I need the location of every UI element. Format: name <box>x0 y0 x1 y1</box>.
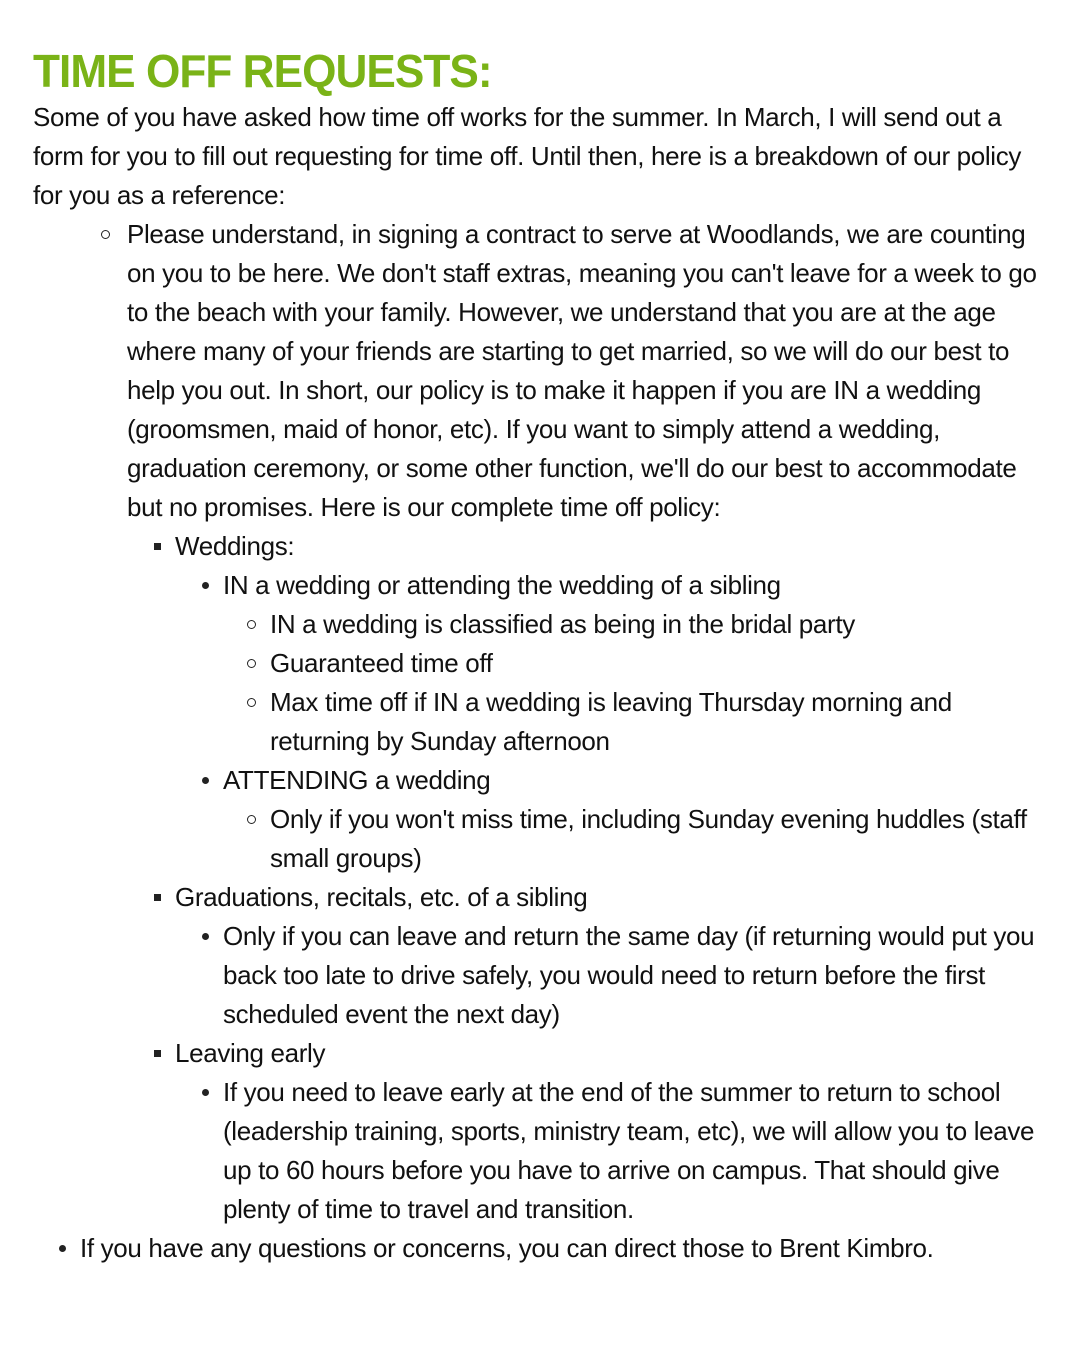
leaving-early-label: Leaving early <box>175 1038 326 1068</box>
page-title: TIME OFF REQUESTS: <box>33 45 492 97</box>
disc-bullet-icon <box>200 566 210 605</box>
in-wedding-detail-item <box>270 683 1053 761</box>
attending-details-list <box>223 800 1053 878</box>
graduations-sublist <box>175 917 1053 1034</box>
hollow-bullet-icon <box>245 800 257 839</box>
attending-wedding-item <box>223 761 1053 878</box>
hollow-bullet-icon <box>245 605 257 644</box>
policy-categories-list <box>127 527 1053 1229</box>
disc-bullet-icon <box>200 1073 210 1112</box>
attending-detail-text: Only if you won't miss time, including Sunday evening huddles (staff small groups) <box>270 804 1027 873</box>
weddings-label: Weddings: <box>175 531 295 561</box>
in-wedding-item <box>223 566 1053 761</box>
graduations-label: Graduations, recitals, etc. of a sibling <box>175 882 588 912</box>
attending-detail-item <box>270 800 1053 878</box>
policy-overview-text: Please understand, in signing a contract to serve at Woodlands, we are counting on you to be here. We don't staff extras, meaning you can't leave for a week to go to the beach with your family. However, we understand that you are at the age where many of your friends are starting to get married, so we will do our best to help you out. In short, our policy is to make it happen if you are IN a wedding (groomsmen, maid of honor, etc). If you want to simply attend a wedding, graduation ceremony, or some other function, we'll do our best to accommodate but no promises. Here is our complete time off policy: <box>127 219 1037 522</box>
policy-overview-item <box>127 215 1053 1229</box>
closing-list <box>33 1229 1053 1268</box>
policy-list <box>33 215 1053 1229</box>
square-bullet-icon <box>152 527 162 566</box>
graduations-detail-item <box>223 917 1053 1034</box>
in-wedding-details-list <box>223 605 1053 761</box>
graduations-item <box>175 878 1053 1034</box>
intro-paragraph: Some of you have asked how time off works for the summer. In March, I will send out a form for you to fill out requesting for time off. Until then, here is a breakdown of our policy for you as a reference: <box>33 102 1021 210</box>
in-wedding-detail-text: Max time off if IN a wedding is leaving Thursday morning and returning by Sunday afternoon <box>270 687 952 756</box>
hollow-bullet-icon <box>245 683 257 722</box>
document-page <box>33 44 1053 1268</box>
in-wedding-detail-text: Guaranteed time off <box>270 648 493 678</box>
hollow-bullet-icon <box>98 215 112 254</box>
in-wedding-detail-item <box>270 644 1053 683</box>
weddings-item <box>175 527 1053 878</box>
in-wedding-label: IN a wedding or attending the wedding of a sibling <box>223 570 781 600</box>
disc-bullet-icon <box>200 917 210 956</box>
disc-bullet-icon <box>57 1229 67 1268</box>
closing-item <box>80 1229 1053 1268</box>
leaving-early-detail-item <box>223 1073 1053 1229</box>
square-bullet-icon <box>152 878 162 917</box>
leaving-early-item <box>175 1034 1053 1229</box>
closing-text: If you have any questions or concerns, you can direct those to Brent Kimbro. <box>80 1233 934 1263</box>
graduations-detail-text: Only if you can leave and return the same day (if returning would put you back too late to drive safely, you would need to return before the first scheduled event the next day) <box>223 921 1035 1029</box>
leaving-early-detail-text: If you need to leave early at the end of the summer to return to school (leadership training, sports, ministry team, etc), we will allow you to leave up to 60 hours before you have to arrive on campus. That should give plenty of time to travel and transition. <box>223 1077 1035 1224</box>
disc-bullet-icon <box>200 761 210 800</box>
attending-wedding-label: ATTENDING a wedding <box>223 765 491 795</box>
in-wedding-detail-item <box>270 605 1053 644</box>
leaving-early-sublist <box>175 1073 1053 1229</box>
hollow-bullet-icon <box>245 644 257 683</box>
weddings-sublist <box>175 566 1053 878</box>
in-wedding-detail-text: IN a wedding is classified as being in the bridal party <box>270 609 855 639</box>
square-bullet-icon <box>152 1034 162 1073</box>
